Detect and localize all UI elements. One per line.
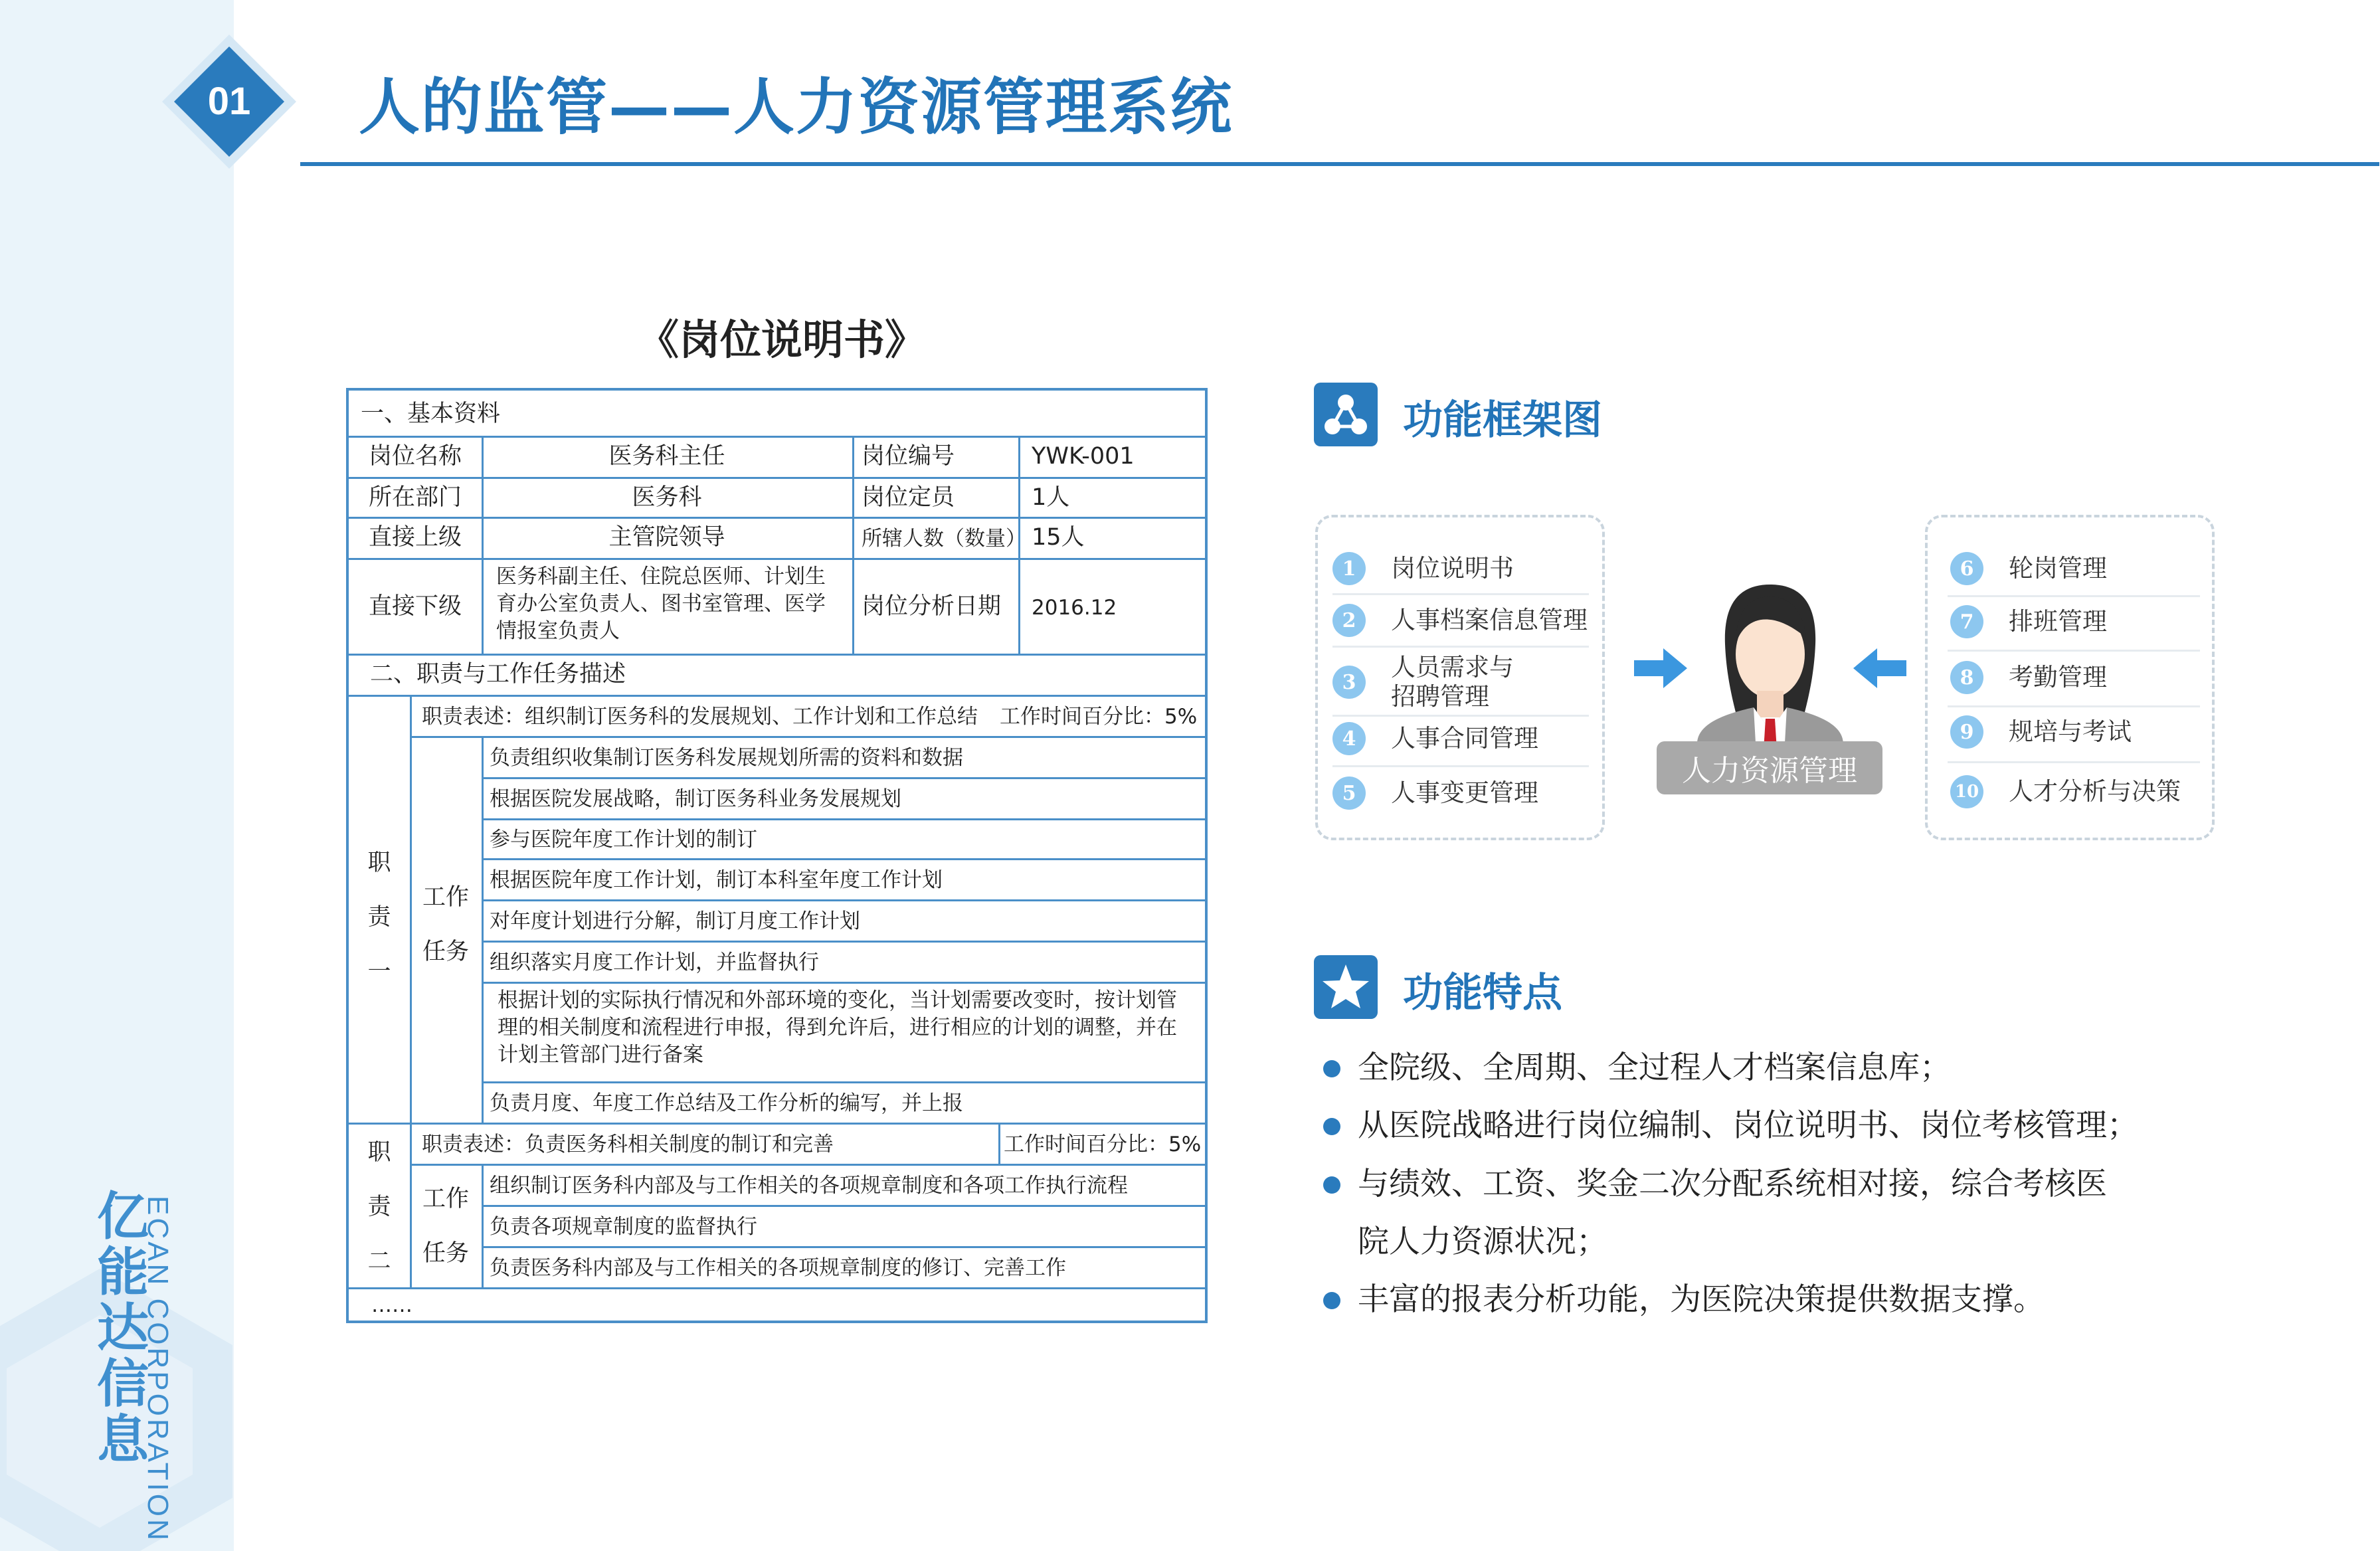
ellipsis: ……: [371, 1293, 412, 1317]
time-ratio: 工作时间百分比：5%: [1004, 1133, 1202, 1156]
item-label: 考勤管理: [2009, 663, 2107, 691]
item-number: 7: [1950, 605, 1983, 638]
feature-item: 与绩效、工资、奖金二次分配系统相对接，综合考核医: [1358, 1166, 2107, 1202]
bullet-dot: [1323, 1118, 1340, 1135]
cell-label: 岗位分析日期: [862, 593, 1002, 620]
task-item: 负责各项规章制度的监督执行: [490, 1215, 757, 1239]
cell-value: 医务科: [632, 484, 702, 511]
item-label: 轮岗管理: [2009, 554, 2107, 583]
cell-value: 2016.12: [1032, 596, 1117, 620]
task-item: 参与医院年度工作计划的制订: [490, 828, 757, 852]
item-label: 人事合同管理: [1391, 724, 1538, 753]
framework-title: 功能框架图: [1403, 397, 1602, 444]
module-item[interactable]: [1950, 595, 2203, 648]
module-item[interactable]: [1332, 767, 1592, 820]
bullet-dot: [1323, 1292, 1340, 1309]
item-number: 8: [1950, 661, 1983, 694]
module-item[interactable]: [1950, 651, 2203, 704]
item-label: 规培与考试: [2009, 717, 2132, 746]
cell-value: 医务科副主任、住院总医师、计划生育办公室负责人、图书室管理、医学情报室负责人: [496, 565, 826, 643]
task-item: 根据医院年度工作计划，制订本科室年度工作计划: [490, 868, 943, 892]
module-item[interactable]: [1950, 705, 2203, 759]
cell-label: 直接下级: [368, 593, 462, 620]
item-label: 岗位说明书: [1391, 554, 1514, 583]
cell-label: 岗位编号: [862, 443, 955, 470]
section-basic-info: 一、基本资料: [361, 401, 501, 427]
task-item: 负责组织收集制订医务科发展规划所需的资料和数据: [490, 746, 963, 770]
bullet-dot: [1323, 1176, 1340, 1194]
module-item[interactable]: [1332, 594, 1592, 647]
cell-label: 所在部门: [368, 484, 462, 511]
item-number: 3: [1332, 666, 1366, 699]
item-number: 4: [1332, 722, 1366, 755]
module-item[interactable]: [1332, 712, 1592, 765]
duty-name: 职责一: [367, 850, 391, 985]
item-label: 人才分析与决策: [2009, 777, 2181, 806]
job-description-title: 《岗位说明书》: [638, 316, 927, 364]
duty-name: 职责二: [367, 1139, 391, 1275]
network-icon: [1314, 383, 1378, 446]
job-description-table: [346, 388, 1208, 1323]
time-ratio: 工作时间百分比：5%: [1000, 705, 1198, 729]
item-number: 2: [1332, 604, 1366, 637]
section-duties: 二、职责与工作任务描述: [370, 661, 626, 687]
brand-name-en: ECAN CORPORATION: [141, 1196, 174, 1543]
page-title: 人的监管——人力资源管理系统: [359, 72, 1234, 143]
module-item[interactable]: [1950, 542, 2203, 595]
module-item[interactable]: [1950, 765, 2203, 818]
item-number: 5: [1332, 776, 1366, 810]
feature-item: 从医院战略进行岗位编制、岗位说明书、岗位考核管理；: [1358, 1107, 2138, 1144]
item-number: 9: [1950, 715, 1983, 749]
task-item: 根据计划的实际执行情况和外部环境的变化，当计划需要改变时，按计划管理的相关制度和流程进行申报，得到允许后，进行相应的计划的调整，并在计划主管部门进行备案: [498, 988, 1177, 1067]
cell-value: 15人: [1032, 524, 1085, 551]
feature-item: 丰富的报表分析功能，为医院决策提供数据支撑。: [1358, 1281, 2045, 1318]
item-label: 人事档案信息管理: [1391, 606, 1588, 634]
bullet-dot: [1323, 1060, 1340, 1077]
module-item[interactable]: [1332, 652, 1592, 712]
task-label: 工作任务: [422, 1186, 469, 1267]
item-label: 排班管理: [2009, 607, 2107, 636]
cell-label: 岗位名称: [368, 443, 462, 470]
task-item: 负责月度、年度工作总结及工作分析的编写，并上报: [490, 1091, 963, 1115]
duty-statement: 职责表述：负责医务科相关制度的制订和完善: [422, 1133, 834, 1156]
task-item: 对年度计划进行分解，制订月度工作计划: [490, 909, 860, 933]
section-number-badge: [159, 32, 299, 171]
task-item: 负责医务科内部及与工作相关的各项规章制度的修订、完善工作: [490, 1256, 1066, 1280]
item-label: 人事变更管理: [1391, 778, 1538, 807]
badge-number: 01: [207, 80, 251, 123]
duty-statement: 职责表述：组织制订医务科的发展规划、工作计划和工作总结: [422, 705, 978, 729]
cell-value: 医务科主任: [608, 443, 725, 470]
item-number: 6: [1950, 552, 1983, 585]
feature-item: 全院级、全周期、全过程人才档案信息库；: [1358, 1049, 1951, 1086]
brand-name-cn: 亿能达信息: [96, 1187, 149, 1470]
cell-label: 所辖人数（数量）: [862, 527, 1026, 551]
title-underline: [300, 162, 2379, 166]
cell-label: 直接上级: [368, 524, 462, 551]
star-icon: [1314, 955, 1378, 1019]
features-title: 功能特点: [1403, 970, 1562, 1016]
task-item: 根据医院发展战略，制订医务科业务发展规划: [490, 787, 901, 811]
feature-item: 院人力资源状况；: [1358, 1224, 1607, 1260]
item-number: 1: [1332, 552, 1366, 585]
cell-value: YWK-001: [1032, 443, 1135, 470]
task-item: 组织落实月度工作计划，并监督执行: [490, 951, 819, 974]
cell-value: 1人: [1032, 484, 1070, 511]
cell-label: 岗位定员: [862, 484, 955, 511]
item-label: 人员需求与招聘管理: [1391, 653, 1514, 711]
module-item[interactable]: [1332, 542, 1592, 595]
task-item: 组织制订医务科内部及与工作相关的各项规章制度和各项工作执行流程: [490, 1174, 1128, 1198]
cell-value: 主管院领导: [608, 524, 725, 551]
item-number: 10: [1950, 775, 1983, 808]
center-hr-label: 人力资源管理: [1657, 741, 1882, 794]
task-label: 工作任务: [422, 884, 469, 965]
